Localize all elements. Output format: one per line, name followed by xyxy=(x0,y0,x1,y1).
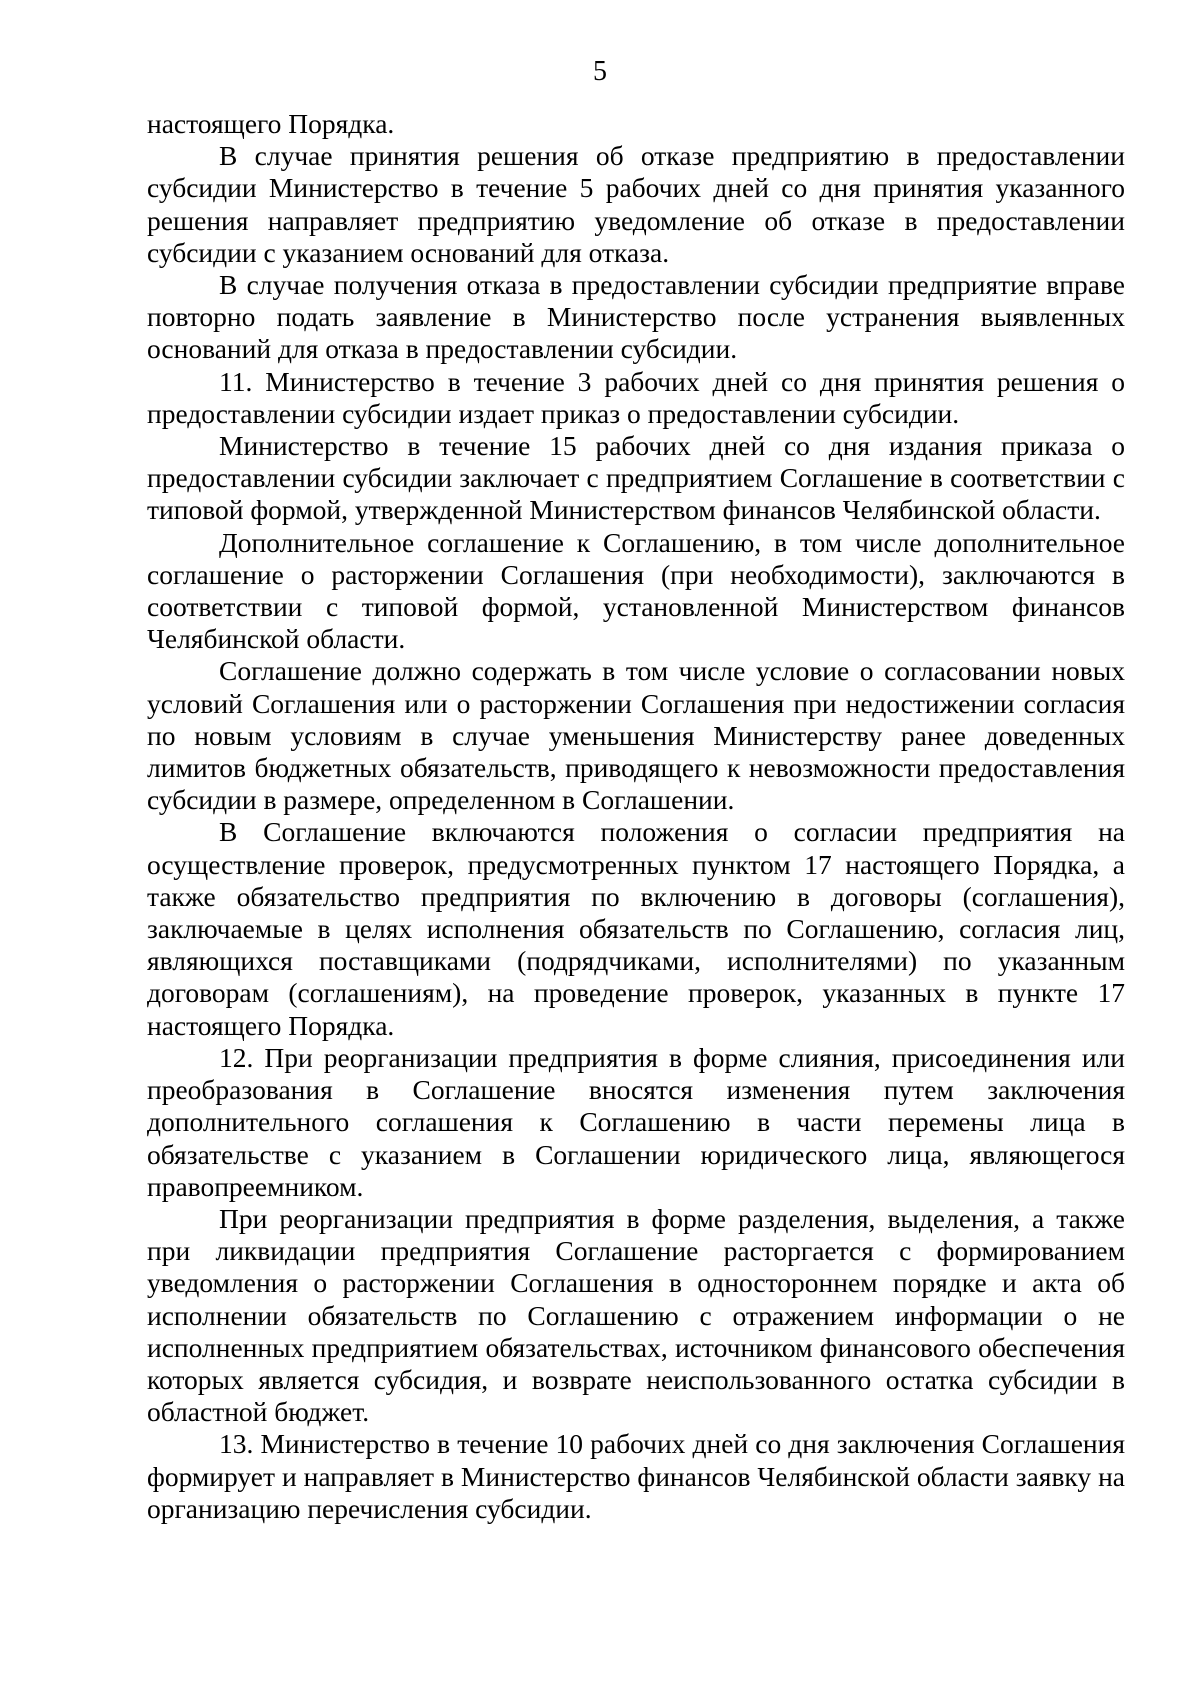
paragraph-clause-12: 12. При реорганизации предприятия в форме слияния, присоединения или преобразования в Соглашение вносятся изменения путем заключения дополнительного соглашения к Соглашению в части перемены лица в обязательстве с указанием в Соглашении юридического лица, являющегося правопреемником. xyxy=(147,1041,1125,1202)
document-body xyxy=(147,108,1125,1525)
paragraph-agreement-conditions: Соглашение должно содержать в том числе условие о согласовании новых условий Соглашения или о расторжении Соглашения при недостижении согласия по новым условиям в случае уменьшения Министерству ранее доведенных лимитов бюджетных обязательств, приводящего к невозможности предоставления субсидии в размере, определенном в Соглашении. xyxy=(147,655,1125,816)
paragraph-liquidation: При реорганизации предприятия в форме разделения, выделения, а также при ликвидации предприятия Соглашение расторгается с формированием уведомления о расторжении Соглашения в одностороннем порядке и акта об исполнении обязательств по Соглашению с отражением информации о не исполненных предприятием обязательствах, источником финансового обеспечения которых является субсидия, и возврате неиспользованного остатка субсидии в областной бюджет. xyxy=(147,1202,1125,1428)
paragraph-inspection-consent: В Соглашение включаются положения о согласии предприятия на осуществление проверок, предусмотренных пунктом 17 настоящего Порядка, а также обязательство предприятия по включению в договоры (соглашения), заключаемые в целях исполнения обязательств по Соглашению, согласия лиц, являющихся поставщиками (подрядчиками, исполнителями) по указанным договорам (соглашениям), на проведение проверок, указанных в пункте 17 настоящего Порядка. xyxy=(147,816,1125,1041)
paragraph-additional-agreement: Дополнительное соглашение к Соглашению, в том числе дополнительное соглашение о расторжении Соглашения (при необходимости), заключаются в соответствии с типовой формой, установленной Министерством финансов Челябинской области. xyxy=(147,526,1125,655)
paragraph-clause-11: 11. Министерство в течение 3 рабочих дней со дня принятия решения о предоставлении субсидии издает приказ о предоставлении субсидии. xyxy=(147,365,1125,429)
paragraph-clause-13: 13. Министерство в течение 10 рабочих дней со дня заключения Соглашения формирует и направляет в Министерство финансов Челябинской области заявку на организацию перечисления субсидии. xyxy=(147,1428,1125,1524)
paragraph-agreement-conclusion: Министерство в течение 15 рабочих дней со дня издания приказа о предоставлении субсидии заключает с предприятием Соглашение в соответствии с типовой формой, утвержденной Министерством финансов Челябинской области. xyxy=(147,430,1125,526)
paragraph-continuation: настоящего Порядка. xyxy=(147,108,395,139)
paragraph-reapplication: В случае получения отказа в предоставлении субсидии предприятие вправе повторно подать заявление в Министерство после устранения выявленных оснований для отказа в предоставлении субсидии. xyxy=(147,269,1125,365)
paragraph-refusal-notice: В случае принятия решения об отказе предприятию в предоставлении субсидии Министерство в течение 5 рабочих дней со дня принятия указанного решения направляет предприятию уведомление об отказе в предоставлении субсидии с указанием оснований для отказа. xyxy=(147,140,1125,268)
page-number: 5 xyxy=(593,56,607,87)
